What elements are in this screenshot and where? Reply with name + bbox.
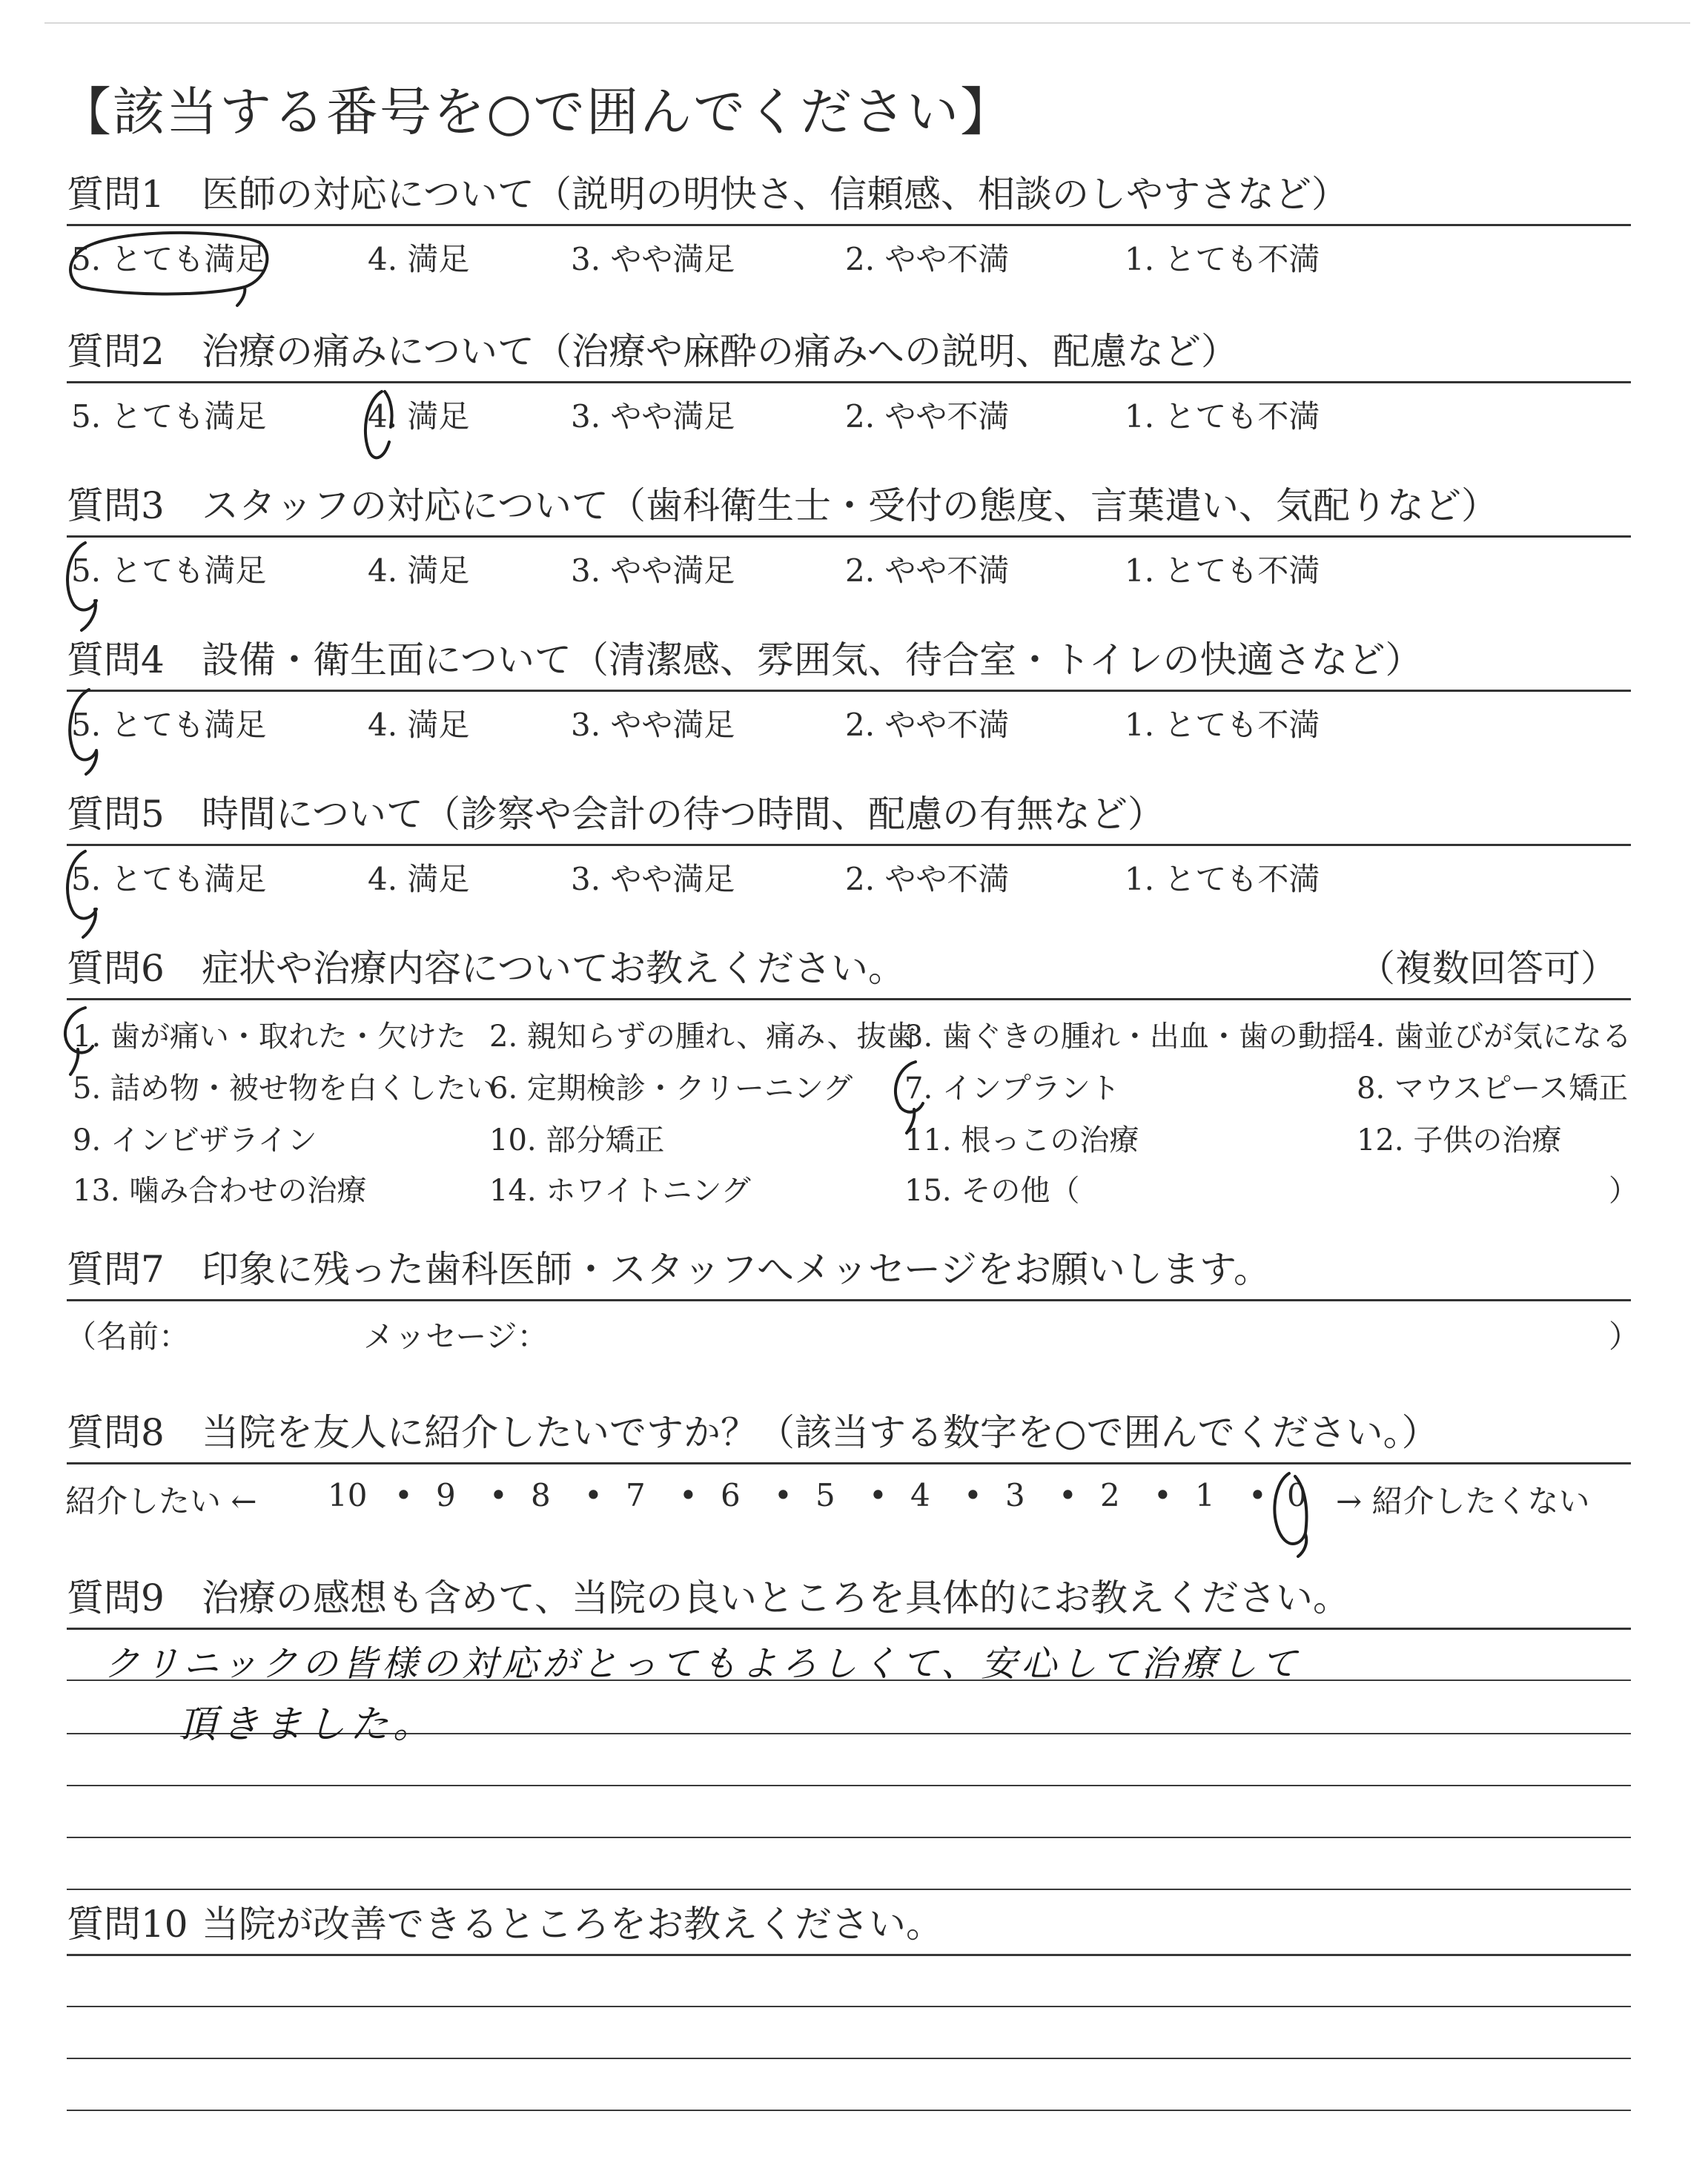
question-number: 質問6 <box>67 947 165 990</box>
rating-option-2[interactable]: 2. やや不満 <box>845 241 1010 277</box>
message-close-paren: ） <box>1609 1318 1641 1355</box>
symptom-option-9[interactable]: 9. インビザライン <box>73 1123 317 1157</box>
scale-value-4[interactable]: 4 <box>910 1477 930 1513</box>
scale-value-1[interactable]: 1 <box>1195 1477 1215 1513</box>
rating-option-5[interactable]: 5. とても満足 <box>71 241 267 277</box>
symptom-option-2[interactable]: 2. 親知らずの腫れ、痛み、抜歯 <box>489 1020 916 1054</box>
scale-dot: • <box>584 1477 603 1513</box>
question-6 <box>67 931 1638 1208</box>
handwritten-circle-mark <box>52 537 126 633</box>
question-text: 治療の痛みについて（治療や麻酔の痛みへの説明、配慮など） <box>202 330 1238 373</box>
handwritten-circle-mark <box>56 1002 115 1083</box>
question-number: 質問3 <box>67 484 165 527</box>
handwritten-answer-line-2: 頂きました。 <box>178 1702 437 1747</box>
rating-option-1[interactable]: 1. とても不満 <box>1125 552 1320 589</box>
rating-option-4[interactable]: 4. 満足 <box>368 398 470 435</box>
rating-option-2[interactable]: 2. やや不満 <box>845 398 1010 435</box>
answer-line <box>67 1785 1631 1786</box>
rating-option-4[interactable]: 4. 満足 <box>368 707 470 743</box>
symptom-option-6[interactable]: 6. 定期検診・クリーニング <box>489 1071 853 1106</box>
rating-option-3[interactable]: 3. やや満足 <box>571 707 735 743</box>
scale-dot: • <box>869 1477 887 1513</box>
handwritten-circle-mark <box>352 383 411 472</box>
symptom-option-12[interactable]: 12. 子供の治療 <box>1357 1123 1562 1157</box>
referral-scale <box>67 1477 1631 1522</box>
scale-left-label: 紹介したい ← <box>65 1483 257 1519</box>
question-number: 質問9 <box>67 1576 165 1619</box>
form-header: 【該当する番号を○で囲んでください】 <box>59 82 1014 142</box>
symptom-option-5[interactable]: 5. 詰め物・被せ物を白くしたい <box>73 1071 496 1106</box>
handwritten-circle-mark <box>52 667 126 779</box>
scale-dot: • <box>679 1477 698 1513</box>
question-2 <box>67 314 1631 435</box>
symptom-option-3[interactable]: 3. 歯ぐきの腫れ・出血・歯の動揺 <box>904 1020 1357 1054</box>
question-text: 設備・衛生面について（清潔感、雰囲気、待合室・トイレの快適さなど） <box>202 638 1423 681</box>
question-text: 治療の感想も含めて、当院の良いところを具体的にお教えください。 <box>202 1576 1350 1619</box>
rating-option-3[interactable]: 3. やや満足 <box>571 552 735 589</box>
question-number: 質問4 <box>67 638 165 681</box>
rating-option-1[interactable]: 1. とても不満 <box>1125 707 1320 743</box>
handwritten-circle-mark <box>52 845 126 942</box>
symptom-option-15[interactable]: 15. その他（ <box>904 1174 1080 1208</box>
question-3-title <box>67 469 1631 538</box>
scale-right-label: → 紹介したくない <box>1336 1483 1590 1519</box>
rating-option-5[interactable]: 5. とても満足 <box>71 707 267 743</box>
scale-dot: • <box>1059 1477 1077 1513</box>
question-8 <box>65 1396 1631 1519</box>
scale-value-2[interactable]: 2 <box>1100 1477 1120 1513</box>
scale-dot: • <box>489 1477 508 1513</box>
question-number: 質問8 <box>67 1411 165 1454</box>
question-7-title <box>67 1232 1631 1301</box>
question-number: 質問1 <box>67 173 165 216</box>
question-4-title <box>67 623 1631 692</box>
symptom-option-14[interactable]: 14. ホワイトニング <box>489 1174 751 1208</box>
scale-dot: • <box>1153 1477 1172 1513</box>
answer-line <box>67 2006 1631 2007</box>
symptom-option-4[interactable]: 4. 歯並びが気になる <box>1357 1020 1632 1054</box>
scale-value-7[interactable]: 7 <box>626 1477 646 1513</box>
question-4 <box>67 623 1631 743</box>
question-10-title <box>67 1887 1631 1956</box>
question-10 <box>67 1887 1631 1956</box>
rating-option-5[interactable]: 5. とても満足 <box>71 398 267 435</box>
scale-dot: • <box>964 1477 982 1513</box>
handwritten-circle-mark <box>1257 1466 1338 1562</box>
symptom-option-13[interactable]: 13. 噛み合わせの治療 <box>73 1174 367 1208</box>
rating-option-3[interactable]: 3. やや満足 <box>571 241 735 277</box>
scale-value-9[interactable]: 9 <box>436 1477 456 1513</box>
question-number: 質問5 <box>67 793 165 836</box>
message-label: メッセージ： <box>363 1318 549 1355</box>
rating-option-1[interactable]: 1. とても不満 <box>1125 241 1320 277</box>
symptom-option-10[interactable]: 10. 部分矯正 <box>489 1123 665 1157</box>
question-note: （複数回答可） <box>1358 947 1618 990</box>
rating-option-2[interactable]: 2. やや不満 <box>845 552 1010 589</box>
rating-option-1[interactable]: 1. とても不満 <box>1125 398 1320 435</box>
scale-value-0[interactable]: 0 <box>1287 1477 1307 1513</box>
answer-line <box>67 2110 1631 2111</box>
question-text: 当院が改善できるところをお教えください。 <box>202 1903 943 1946</box>
answer-line <box>67 1837 1631 1838</box>
scale-dot: • <box>394 1477 413 1513</box>
symptom-option-7[interactable]: 7. インプラント <box>904 1071 1120 1106</box>
question-text: 当院を友人に紹介したいですか？（該当する数字を○で囲んでください。） <box>202 1411 1439 1454</box>
answer-line <box>67 1954 1631 1955</box>
symptom-option-11[interactable]: 11. 根っこの治療 <box>904 1123 1139 1157</box>
scale-dot: • <box>1248 1477 1267 1513</box>
other-close-paren: ） <box>1609 1174 1638 1208</box>
name-label: （名前： <box>65 1318 191 1355</box>
symptom-option-1[interactable]: 1. 歯が痛い・取れた・欠けた <box>73 1020 466 1054</box>
symptom-option-8[interactable]: 8. マウスピース矯正 <box>1357 1071 1629 1106</box>
scale-value-3[interactable]: 3 <box>1005 1477 1025 1513</box>
question-text: 医師の対応について（説明の明快さ、信頼感、相談のしやすさなど） <box>202 173 1348 216</box>
rating-option-4[interactable]: 4. 満足 <box>368 241 470 277</box>
rating-option-5[interactable]: 5. とても満足 <box>71 861 267 897</box>
scale-value-8[interactable]: 8 <box>531 1477 551 1513</box>
handwritten-circle-mark <box>886 1056 945 1137</box>
handwritten-answer-line-1: クリニックの皆様の対応がとってもよろしくて、安心して治療して <box>104 1643 1302 1685</box>
rating-option-3[interactable]: 3. やや満足 <box>571 861 735 897</box>
rating-option-4[interactable]: 4. 満足 <box>368 861 470 897</box>
question-text: 時間について（診察や会計の待つ時間、配慮の有無など） <box>202 793 1165 836</box>
question-1-title <box>67 157 1631 226</box>
answer-line <box>67 2058 1631 2059</box>
rating-option-5[interactable]: 5. とても満足 <box>71 552 267 589</box>
top-rule <box>44 22 1690 24</box>
question-number: 質問2 <box>67 330 165 373</box>
rating-option-1[interactable]: 1. とても不満 <box>1125 861 1320 897</box>
question-text: 症状や治療内容についてお教えください。 <box>202 947 905 990</box>
rating-option-4[interactable]: 4. 満足 <box>368 552 470 589</box>
question-5 <box>67 777 1631 897</box>
rating-option-2[interactable]: 2. やや不満 <box>845 861 1010 897</box>
question-9-title <box>67 1561 1631 1630</box>
handwritten-circle-mark <box>52 220 289 309</box>
rating-option-3[interactable]: 3. やや満足 <box>571 398 735 435</box>
question-1 <box>67 157 1631 277</box>
scale-value-10[interactable]: 10 <box>328 1477 368 1513</box>
scale-value-6[interactable]: 6 <box>721 1477 741 1513</box>
question-number: 質問7 <box>67 1248 165 1291</box>
question-2-title <box>67 314 1631 383</box>
question-7 <box>65 1232 1641 1355</box>
question-3 <box>67 469 1631 589</box>
question-8-title <box>67 1396 1631 1464</box>
question-9 <box>67 1561 1631 1747</box>
question-text: スタッフの対応について（歯科衛生士・受付の態度、言葉遣い、気配りなど） <box>202 484 1498 527</box>
question-text: 印象に残った歯科医師・スタッフへメッセージをお願いします。 <box>202 1248 1271 1291</box>
scale-dot: • <box>774 1477 792 1513</box>
question-6-title <box>67 931 1631 1000</box>
question-5-title <box>67 777 1631 846</box>
question-number: 質問10 <box>67 1903 188 1946</box>
scale-value-5[interactable]: 5 <box>815 1477 835 1513</box>
rating-option-2[interactable]: 2. やや不満 <box>845 707 1010 743</box>
